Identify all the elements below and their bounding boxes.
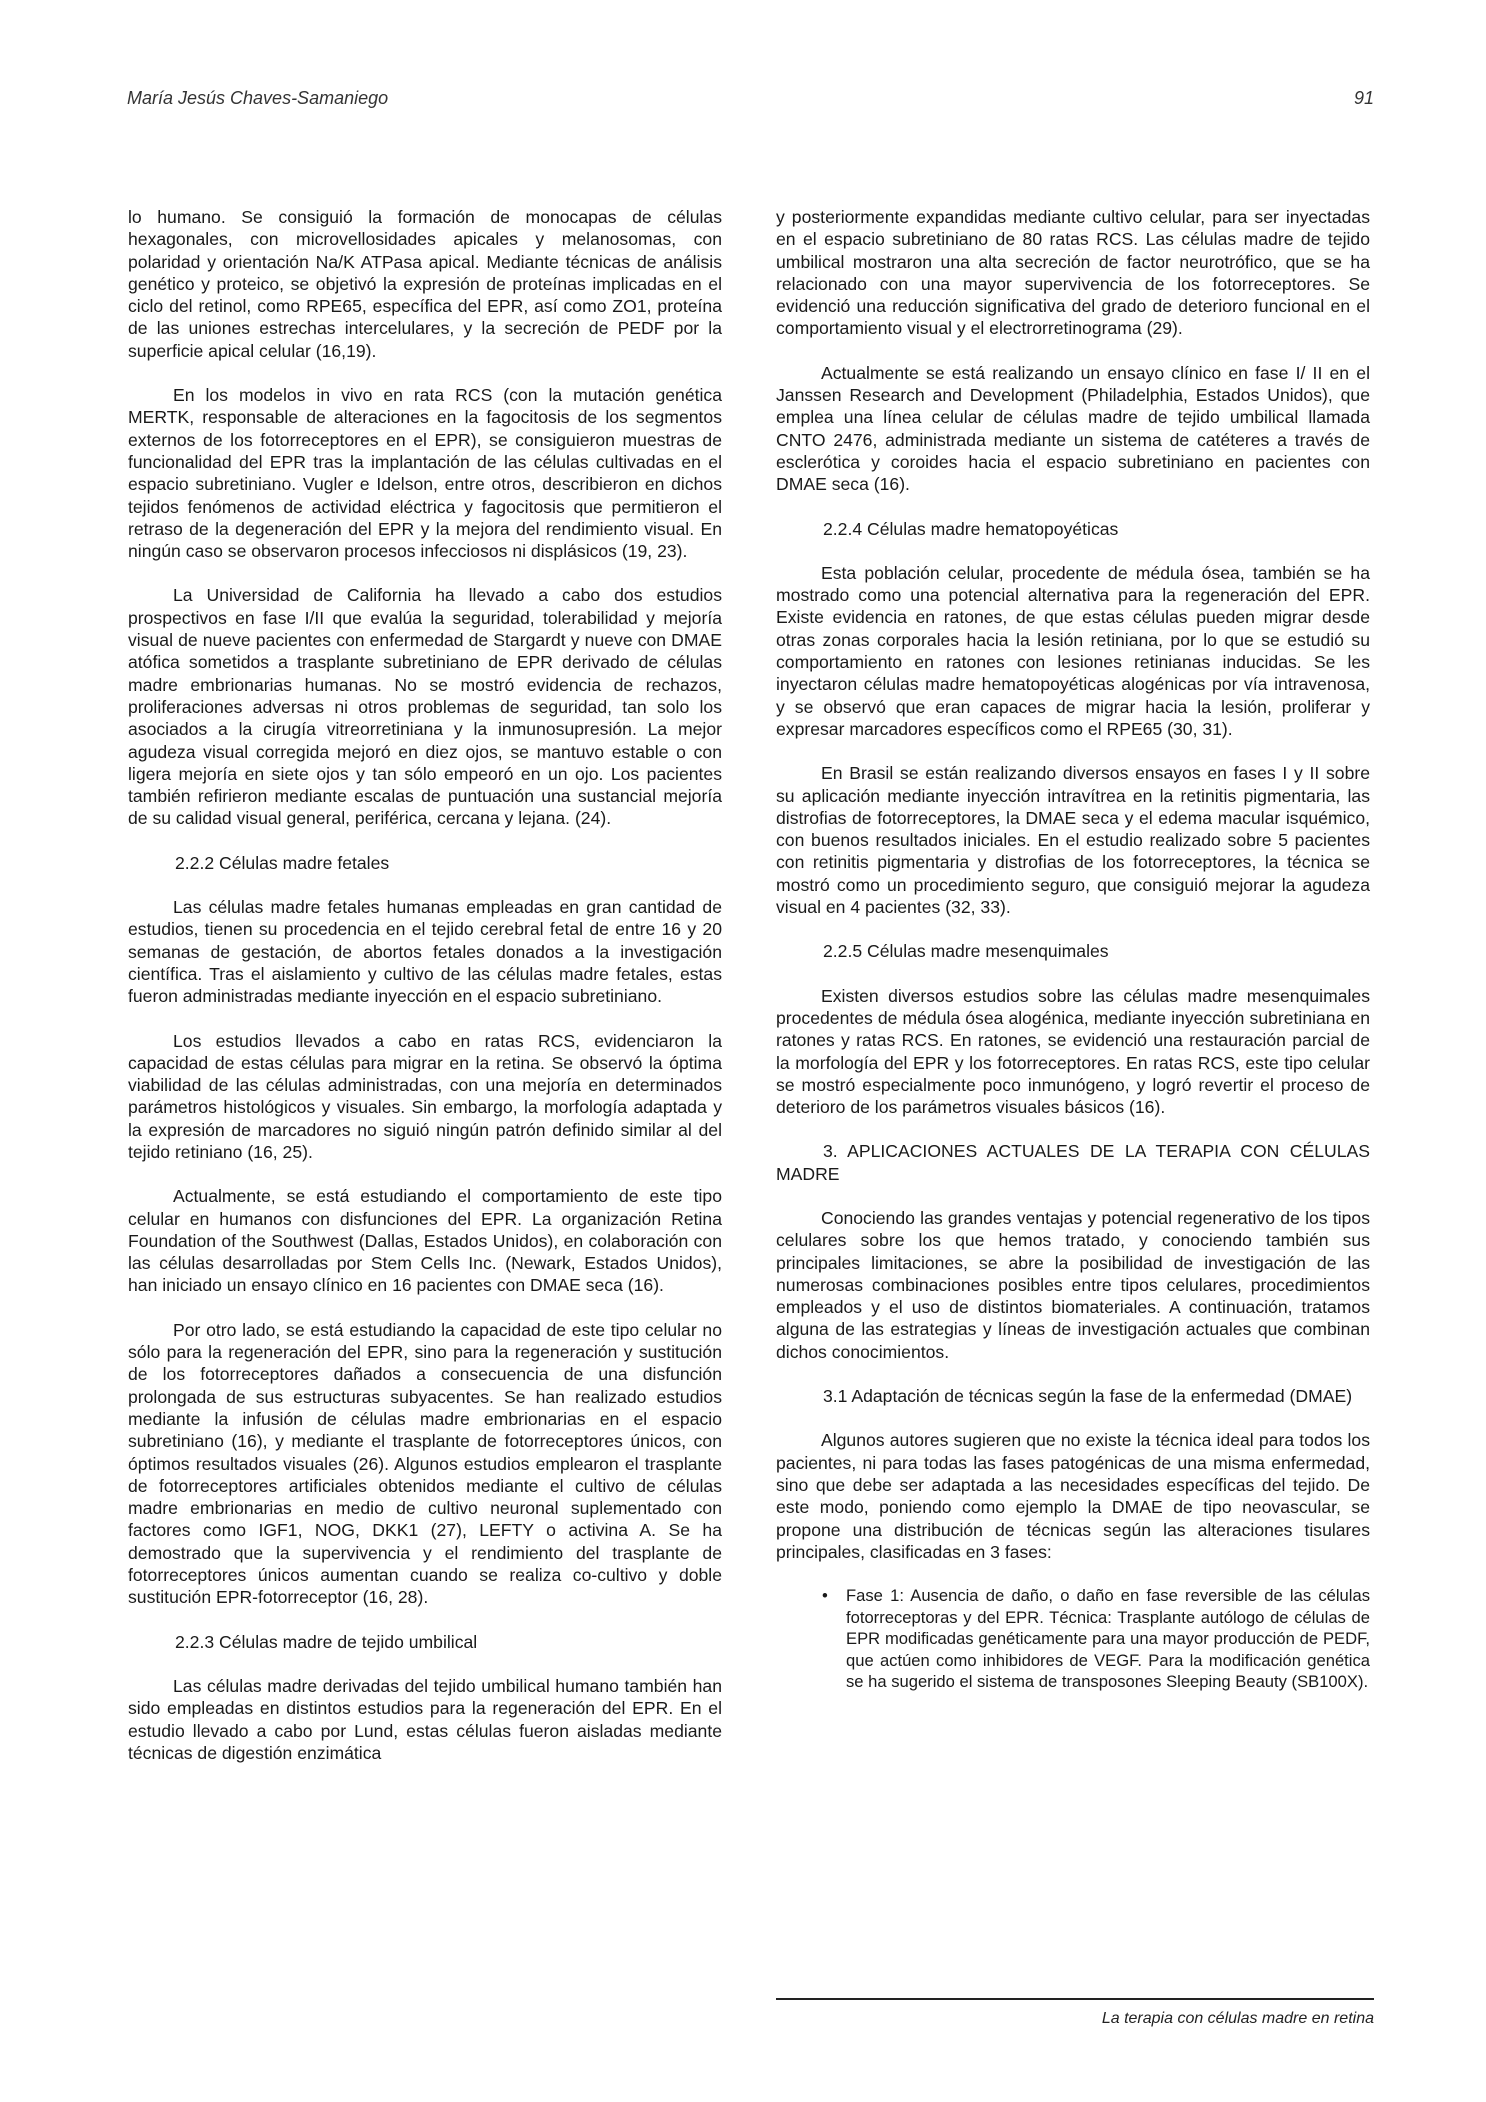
section-heading: 2.2.2 Células madre fetales: [175, 852, 390, 873]
paragraph: Conociendo las grandes ventajas y potencial regenerativo de los tipos celulares sobre los que hemos tratado, y conociendo también sus principales limitaciones, se abre la posibilidad de investigación de las numerosas combinaciones posibles entre tipos celulares, procedimientos empleados y el uso de distintos biomateriales. A continuación, tratamos alguna de las estrategias y líneas de investigación actuales que combinan dichos conocimientos.: [776, 1207, 1370, 1362]
left-column: [128, 206, 722, 1786]
page-number: 91: [1353, 88, 1374, 108]
footer-rule: [776, 1998, 1374, 2000]
paragraph: Las células madre derivadas del tejido umbilical humano también han sido empleadas en distintos estudios para la regeneración del EPR. En el estudio llevado a cabo por Lund, estas células fueron aisladas mediante técnicas de digestión enzimática: [128, 1675, 722, 1763]
running-header-author: María Jesús Chaves-Samaniego: [127, 88, 389, 108]
paragraph: La Universidad de California ha llevado a cabo dos estudios prospectivos en fase I/II que evalúa la seguridad, tolerabilidad y mejoría visual de nueve pacientes con enfermedad de Stargardt y nueve con DMAE atófica sometidos a trasplante subretiniano de EPR derivado de células madre embrionarias humanas. No se mostró evidencia de rechazos, proliferaciones adversas ni otros problemas de seguridad, tan solo los asociados a la cirugía vitreorretiniana y la inmunosupresión. La mejor agudeza visual corregida mejoró en diez ojos, se mantuvo estable o con ligera mejoría en siete ojos y tan sólo empeoró en un ojo. Los pacientes también refirieron mediante escalas de puntuación una sustancial mejoría de su calidad visual general, periférica, cercana y lejana. (24).: [128, 585, 722, 829]
paragraph: Esta población celular, procedente de médula ósea, también se ha mostrado como una potencial alternativa para la regeneración del EPR. Existe evidencia en ratones, de que estas células pueden migrar desde otras zonas corporales hacia la lesión retiniana, por lo que se estudió su comportamiento en ratones con lesiones retinianas inducidas. Se les inyectaron células madre hematopoyéticas alogénicas por vía intravenosa, y se observó que eran capaces de migrar hacia la lesión, proliferar y expresar marcadores específicos como el RPE65 (30, 31).: [776, 562, 1370, 739]
paragraph: Los estudios llevados a cabo en ratas RCS, evidenciaron la capacidad de estas células para migrar en la retina. Se observó la óptima viabilidad de las células administradas, con una mejoría en determinados parámetros histológicos y visuales. Sin embargo, la morfología adaptada y la expresión de marcadores no siguió ningún patrón definido similar al del tejido retiniano (16, 25).: [128, 1030, 722, 1162]
paragraph: Las células madre fetales humanas empleadas en gran cantidad de estudios, tienen su procedencia en el tejido cerebral fetal de entre 16 y 20 semanas de gestación, de abortos fetales donados a la investigación científica. Tras el aislamiento y cultivo de las células madre fetales, estas fueron administradas mediante inyección en el espacio subretiniano.: [128, 897, 722, 1007]
paragraph: Algunos autores sugieren que no existe la técnica ideal para todos los pacientes, ni para todas las fases patogénicas de una misma enfermedad, sino que debe ser adaptada a las necesidades específicas del tejido. De este modo, poniendo como ejemplo la DMAE de tipo neovascular, se propone una distribución de técnicas según las alteraciones tisulares principales, clasificadas en 3 fases:: [776, 1430, 1370, 1562]
paragraph: En los modelos in vivo en rata RCS (con la mutación genética MERTK, responsable de alteraciones en la fagocitosis de los segmentos externos de los fotorreceptores en el EPR), se consiguieron muestras de funcionalidad del EPR tras la implantación de las células cultivadas en el espacio subretiniano. Vugler e Idelson, entre otros, describieron en dichos tejidos fenómenos de actividad eléctrica y fagocitosis que permitieron el retraso de la degeneración del EPR y la mejora del rendimiento visual. En ningún caso se observaron procesos infecciosos ni displásicos (19, 23).: [128, 385, 722, 562]
paragraph: Por otro lado, se está estudiando la capacidad de este tipo celular no sólo para la regeneración del EPR, sino para la regeneración y sustitución de los fotorreceptores dañados a consecuencia de una disfunción prolongada de sus estructuras subyacentes. Se han realizado estudios mediante la infusión de células madre embrionarias en el espacio subretiniano (16), y mediante el trasplante de fotorreceptores únicos, con óptimos resultados visuales (26). Algunos estudios emplearon el trasplante de fotorreceptores artificiales obtenidos mediante el cultivo de células madre embrionarias en medio de cultivo neuronal suplementado con factores como IGF1, NOG, DKK1 (27), LEFTY o activina A. Se ha demostrado que la supervivencia y el rendimiento del trasplante de fotorreceptores únicos aumentan cuando se realiza co-cultivo y doble sustitución EPR-fotorreceptor (16, 28).: [128, 1319, 722, 1608]
paragraph: y posteriormente expandidas mediante cultivo celular, para ser inyectadas en el espacio subretiniano de 80 ratas RCS. Las células madre de tejido umbilical mostraron una alta secreción de factor neurotrófico, que se ha relacionado con una mayor supervivencia de los fotorreceptores. Se evidenció una reducción significativa del grado de deterioro funcional en el comportamiento visual y el electrorretinograma (29).: [776, 207, 1370, 339]
bullet-list-item: [776, 1585, 1370, 1693]
bullet-icon: •: [822, 1586, 828, 1606]
paragraph: lo humano. Se consiguió la formación de monocapas de células hexagonales, con microvellosidades apicales y melanosomas, con polaridad y orientación Na/K ATPasa apical. Mediante técnicas de análisis genético y proteico, se objetivó la expresión de proteínas implicadas en el ciclo del retinol, como RPE65, específica del EPR, así como ZO1, proteína de las uniones estrechas intercelulares, y la secreción de PEDF por la superficie apical celular (16,19).: [128, 207, 722, 361]
section-heading: 3.1 Adaptación de técnicas según la fase de la enfermedad (DMAE): [823, 1386, 1353, 1407]
paragraph: Existen diversos estudios sobre las células madre mesenquimales procedentes de médula ósea alogénica, mediante inyección subretiniana en ratones y ratas RCS. En ratones, se evidenció una restauración parcial de la morfología del EPR y los fotorreceptores. En ratas RCS, este tipo celular se mostró especialmente poco inmunógeno, y logró revertir el proceso de deterioro de los parámetros visuales básicos (16).: [776, 985, 1370, 1118]
section-heading: 2.2.3 Células madre de tejido umbilical: [175, 1631, 478, 1652]
right-column: [776, 206, 1370, 1715]
section-heading: 2.2.4 Células madre hematopoyéticas: [823, 518, 1119, 539]
paragraph: En Brasil se están realizando diversos ensayos en fases I y II sobre su aplicación mediante inyección intravítrea en la retinitis pigmentaria, las distrofias de fotorreceptores, la DMAE seca y el edema macular isquémico, con buenos resultados iniciales. En el estudio realizado sobre 5 pacientes con retinitis pigmentaria y distrofias de los fotorreceptores, la técnica se mostró como un procedimiento seguro, que consiguió mejorar la agudeza visual en 4 pacientes (32, 33).: [776, 763, 1370, 918]
bullet-text: Fase 1: Ausencia de daño, o daño en fase reversible de las células fotorreceptoras y del EPR. Técnica: Trasplante autólogo de células de EPR modificadas genéticamente para una mayor producción de PEDF, que actúen como inhibidores de VEGF. Para la modificación genética se ha sugerido el sistema de transposones Sleeping Beauty (SB100X).: [846, 1586, 1370, 1692]
paragraph: Actualmente, se está estudiando el comportamiento de este tipo celular en humanos con disfunciones del EPR. La organización Retina Foundation of the Southwest (Dallas, Estados Unidos), en colaboración con las células desarrolladas por Stem Cells Inc. (Newark, Estados Unidos), han iniciado un ensayo clínico en 16 pacientes con DMAE seca (16).: [128, 1186, 722, 1296]
section-heading: 3. APLICACIONES ACTUALES DE LA TERAPIA CON CÉLULAS MADRE: [776, 1141, 1370, 1184]
section-heading: 2.2.5 Células madre mesenquimales: [823, 941, 1109, 962]
paragraph: Actualmente se está realizando un ensayo clínico en fase I/ II en el Janssen Research and Development (Philadelphia, Estados Unidos), que emplea una línea celular de células madre de tejido umbilical llamada CNTO 2476, administrada mediante un sistema de catéteres a través de esclerótica y coroides hacia el espacio subretiniano en pacientes con DMAE seca (16).: [776, 362, 1370, 495]
running-footer-title: La terapia con células madre en retina: [1101, 2010, 1374, 2027]
